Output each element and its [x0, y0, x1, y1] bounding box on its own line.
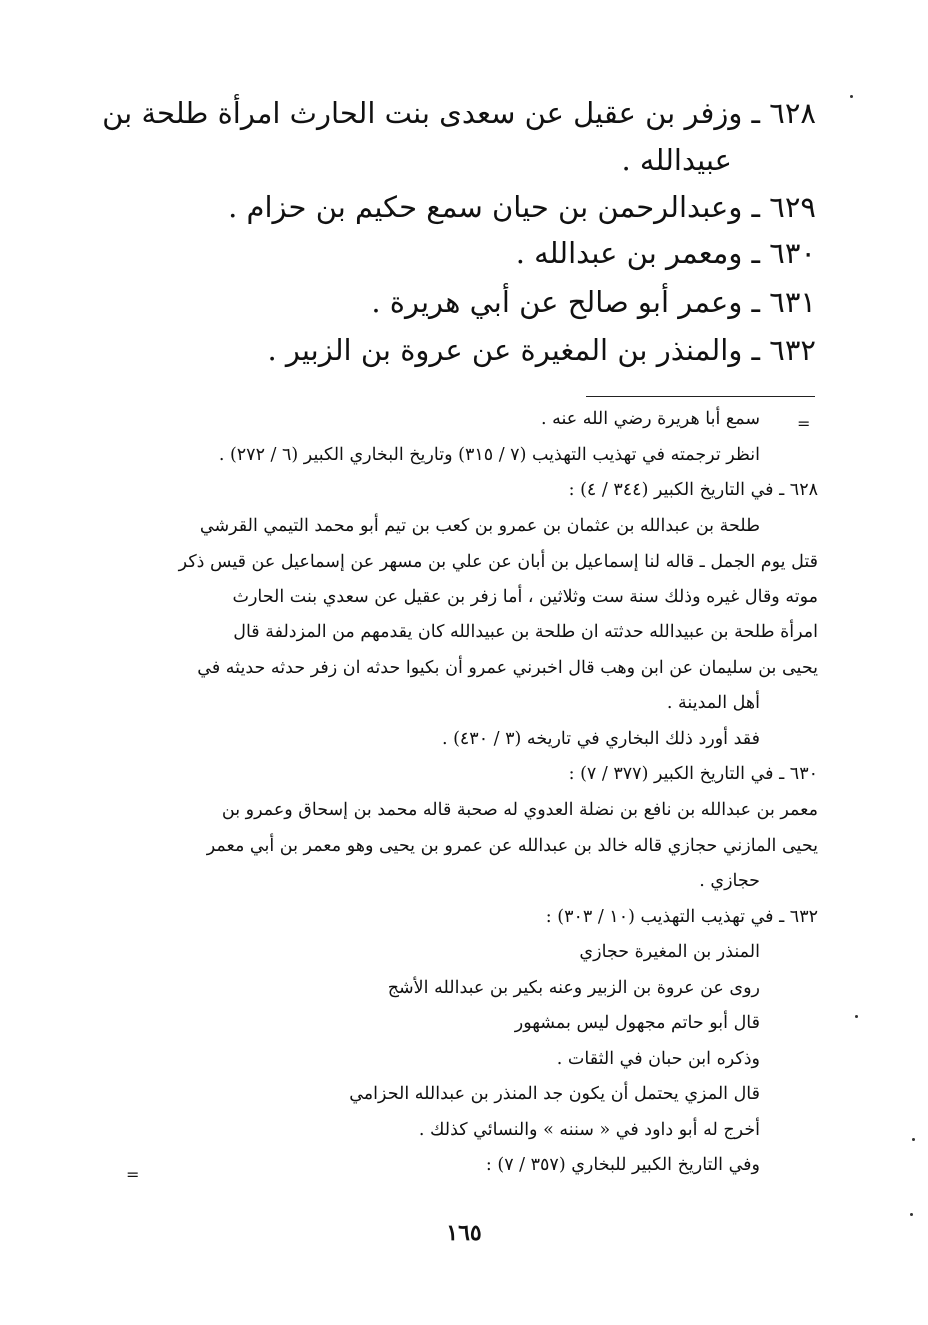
scan-speck	[850, 95, 853, 98]
footnote-separator	[586, 396, 815, 397]
footnote-line: سمع أبا هريرة رضي الله عنه .	[540, 409, 760, 429]
footnote-line: معمر بن عبدالله بن نافع بن نضلة العدوي له صحبة قاله محمد بن إسحاق وعمرو بن	[221, 800, 818, 820]
footnote-heading-630: ٦٣٠ ـ في التاريخ الكبير (٣٧٧ / ٧) :	[568, 764, 818, 784]
scan-speck	[910, 1213, 913, 1216]
footnote-line: موته وقال غيره وذلك سنة ست وثلاثين ، أما زفر بن عقيل عن سعدي بنت الحارث	[232, 587, 818, 607]
entry-632: ٦٣٢ ـ والمنذر بن المغيرة عن عروة بن الزبير .	[267, 333, 816, 367]
entry-630: ٦٣٠ ـ ومعمر بن عبدالله .	[515, 236, 816, 270]
entry-631: ٦٣١ ـ وعمر أبو صالح عن أبي هريرة .	[371, 285, 816, 319]
footnote-heading-628: ٦٢٨ ـ في التاريخ الكبير (٣٤٤ / ٤) :	[568, 480, 818, 500]
scan-speck	[912, 1138, 915, 1141]
footnote-line: امرأة طلحة بن عبيدالله حدثته ان طلحة بن عبيدالله كان يقدمهم من المزدلفة قال	[233, 622, 818, 642]
footnote-line: قتل يوم الجمل ـ قاله لنا إسماعيل بن أبان عن علي بن مسهر عن إسماعيل عن قيس ذكر	[178, 552, 818, 572]
footnote-line: روى عن عروة بن الزبير وعنه بكير بن عبدالله الأشج	[387, 978, 760, 998]
page-number: ١٦٥	[446, 1220, 482, 1246]
footnote-line: وذكره ابن حبان في الثقات .	[556, 1049, 760, 1069]
footnote-line: أخرج له أبو داود في « سننه » والنسائي كذلك .	[418, 1120, 760, 1140]
footnote-line: انظر ترجمته في تهذيب التهذيب (٧ / ٣١٥) وتاريخ البخاري الكبير (٦ / ٢٧٢) .	[218, 445, 760, 465]
footnote-heading-632: ٦٣٢ ـ في تهذيب التهذيب (١٠ / ٣٠٣) :	[545, 907, 818, 927]
entry-628-line2: عبيدالله .	[621, 143, 732, 177]
footnote-line: يحيى المازني حجازي قاله خالد بن عبدالله عن عمرو بن يحيى وهو معمر بن أبي معمر	[206, 836, 818, 856]
footnote-line: يحيى بن سليمان عن ابن وهب قال اخبرني عمرو أن بكيوا حدثه ان زفر حدثه حديثه في	[197, 658, 818, 678]
scan-speck	[855, 1015, 858, 1018]
footnote-line: المنذر بن المغيرة حجازي	[579, 942, 760, 962]
footnote-line: طلحة بن عبدالله بن عثمان بن عمرو بن كعب بن تيم أبو محمد التيمي القرشي	[199, 516, 760, 536]
footnote-line: فقد أورد ذلك البخاري في تاريخه (٣ / ٤٣٠) .	[441, 729, 760, 749]
entry-629: ٦٢٩ ـ وعبدالرحمن بن حيان سمع حكيم بن حزام .	[228, 190, 816, 224]
continuation-mark-bottom: =	[126, 1165, 140, 1184]
continuation-mark-top: =	[797, 414, 811, 433]
footnote-line: أهل المدينة .	[666, 693, 760, 713]
footnote-line: قال المزي يحتمل أن يكون جد المنذر بن عبدالله الحزامي	[349, 1084, 760, 1104]
footnote-line: حجازي .	[699, 871, 760, 891]
entry-628-line1: ٦٢٨ ـ وزفر بن عقيل عن سعدى بنت الحارث امرأة طلحة بن	[102, 96, 816, 130]
footnote-line: قال أبو حاتم مجهول ليس بمشهور	[514, 1013, 760, 1033]
footnote-line: وفي التاريخ الكبير للبخاري (٣٥٧ / ٧) :	[485, 1155, 760, 1175]
